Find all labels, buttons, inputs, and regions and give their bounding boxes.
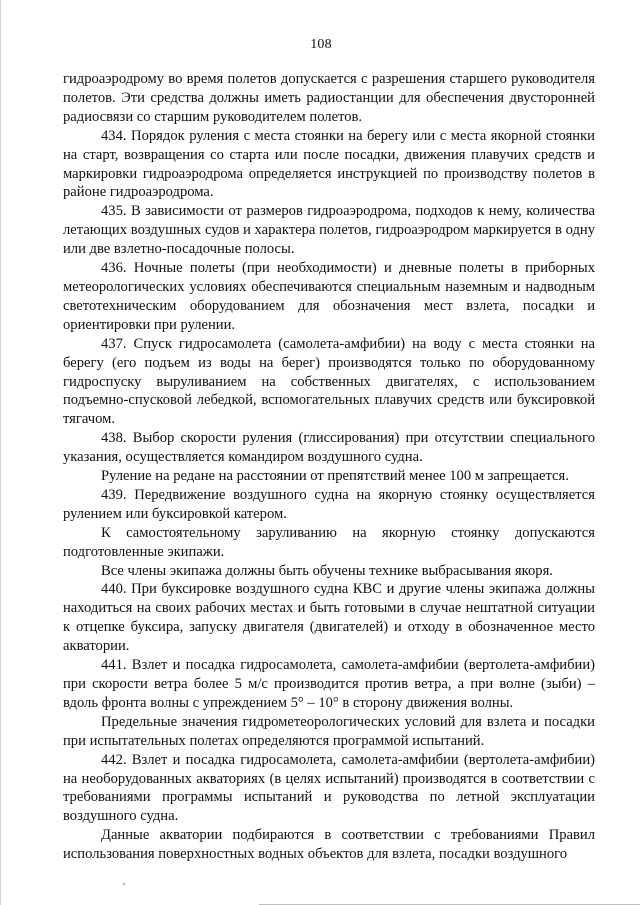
paragraph-438-note: Руление на редане на расстоянии от препятствий менее 100 м запрещается.: [101, 468, 569, 485]
paragraph-442: 442. Взлет и посадка гидросамолета, самолета-амфибии (вертолета-амфибии) на необорудованных акваториях (в целях испытаний) производятся в соответствии с требованиями программы испытаний и руководства по летной эксплуатации воздушного судна.: [63, 751, 595, 825]
paragraph-439: 439. Передвижение воздушного судна на якорную стоянку осуществляется рулением или буксировкой катером.: [63, 486, 595, 522]
paragraph-440: 440. При буксировке воздушного судна КВС и другие члены экипажа должны находиться на своих рабочих местах и быть готовыми в случае нештатной ситуации к отцепке буксира, запуску двигателя (двигателей) и отходу в обозначенное место акватории.: [63, 581, 595, 655]
paragraph-436: 436. Ночные полеты (при необходимости) и дневные полеты в приборных метеорологических условиях обеспечиваются специальным наземным и надводным светотехническим оборудованием для обозначения мест взлета, посадки и ориентировки при рулении.: [63, 260, 595, 333]
paragraph-434: 434. Порядок руления с места стоянки на берегу или с места якорной стоянки на старт, возвращения со старта или после посадки, движения плавучих средств и маркировки гидроаэродрома определяется инструкцией по производству полетов в районе гидроаэродрома.: [63, 127, 595, 201]
paragraph-continuation: гидроаэродрому во время полетов допускается с разрешения старшего руководителя полетов. Эти средства должны иметь радиостанции для обеспечения двусторонней радиосвязи со старшим руководителем полетов.: [63, 71, 595, 125]
paragraph-441-note: Предельные значения гидрометеорологических условий для взлета и посадки при испытательных полетах определяются программой испытаний.: [63, 713, 595, 749]
scan-speck: [123, 883, 125, 885]
paragraph-439-note-2: Все члены экипажа должны быть обучены технике выбрасывания якоря.: [101, 562, 553, 579]
paragraph-441: 441. Взлет и посадка гидросамолета, самолета-амфибии (вертолета-амфибии) при скорости ветра более 5 м/с производится против ветра, а при волне (зыби) – вдоль фронта волны с упреждением 5° – 10° в сторону движения волны.: [63, 657, 595, 711]
paragraph-439-note-1: К самостоятельному заруливанию на якорную стоянку допускаются подготовленные экипажи.: [63, 524, 595, 560]
paragraph-437: 437. Спуск гидросамолета (самолета-амфибии) на воду с места стоянки на берегу (его подъем из воды на берег) производятся только по оборудованному гидроспуску выруливанием на собственных двигателях, с использованием подъемно-спусковой лебедкой, вспомогательных плавучих средств или буксировкой тягачом.: [63, 335, 595, 428]
paragraph-435: 435. В зависимости от размеров гидроаэродрома, подходов к нему, количества летающих воздушных судов и характера полетов, гидроаэродром маркируется в одну или две взлетно-посадочные полосы.: [63, 203, 595, 258]
page-number: 108: [310, 37, 332, 52]
paragraph-442-note: Данные акватории подбираются в соответствии с требованиями Правил использования поверхностных водных объектов для взлета, посадки воздушного: [63, 827, 595, 863]
paragraph-438: 438. Выбор скорости руления (глиссирования) при отсутствии специального указания, осуществляется командиром воздушного судна.: [63, 430, 595, 466]
body-text: [63, 70, 595, 864]
